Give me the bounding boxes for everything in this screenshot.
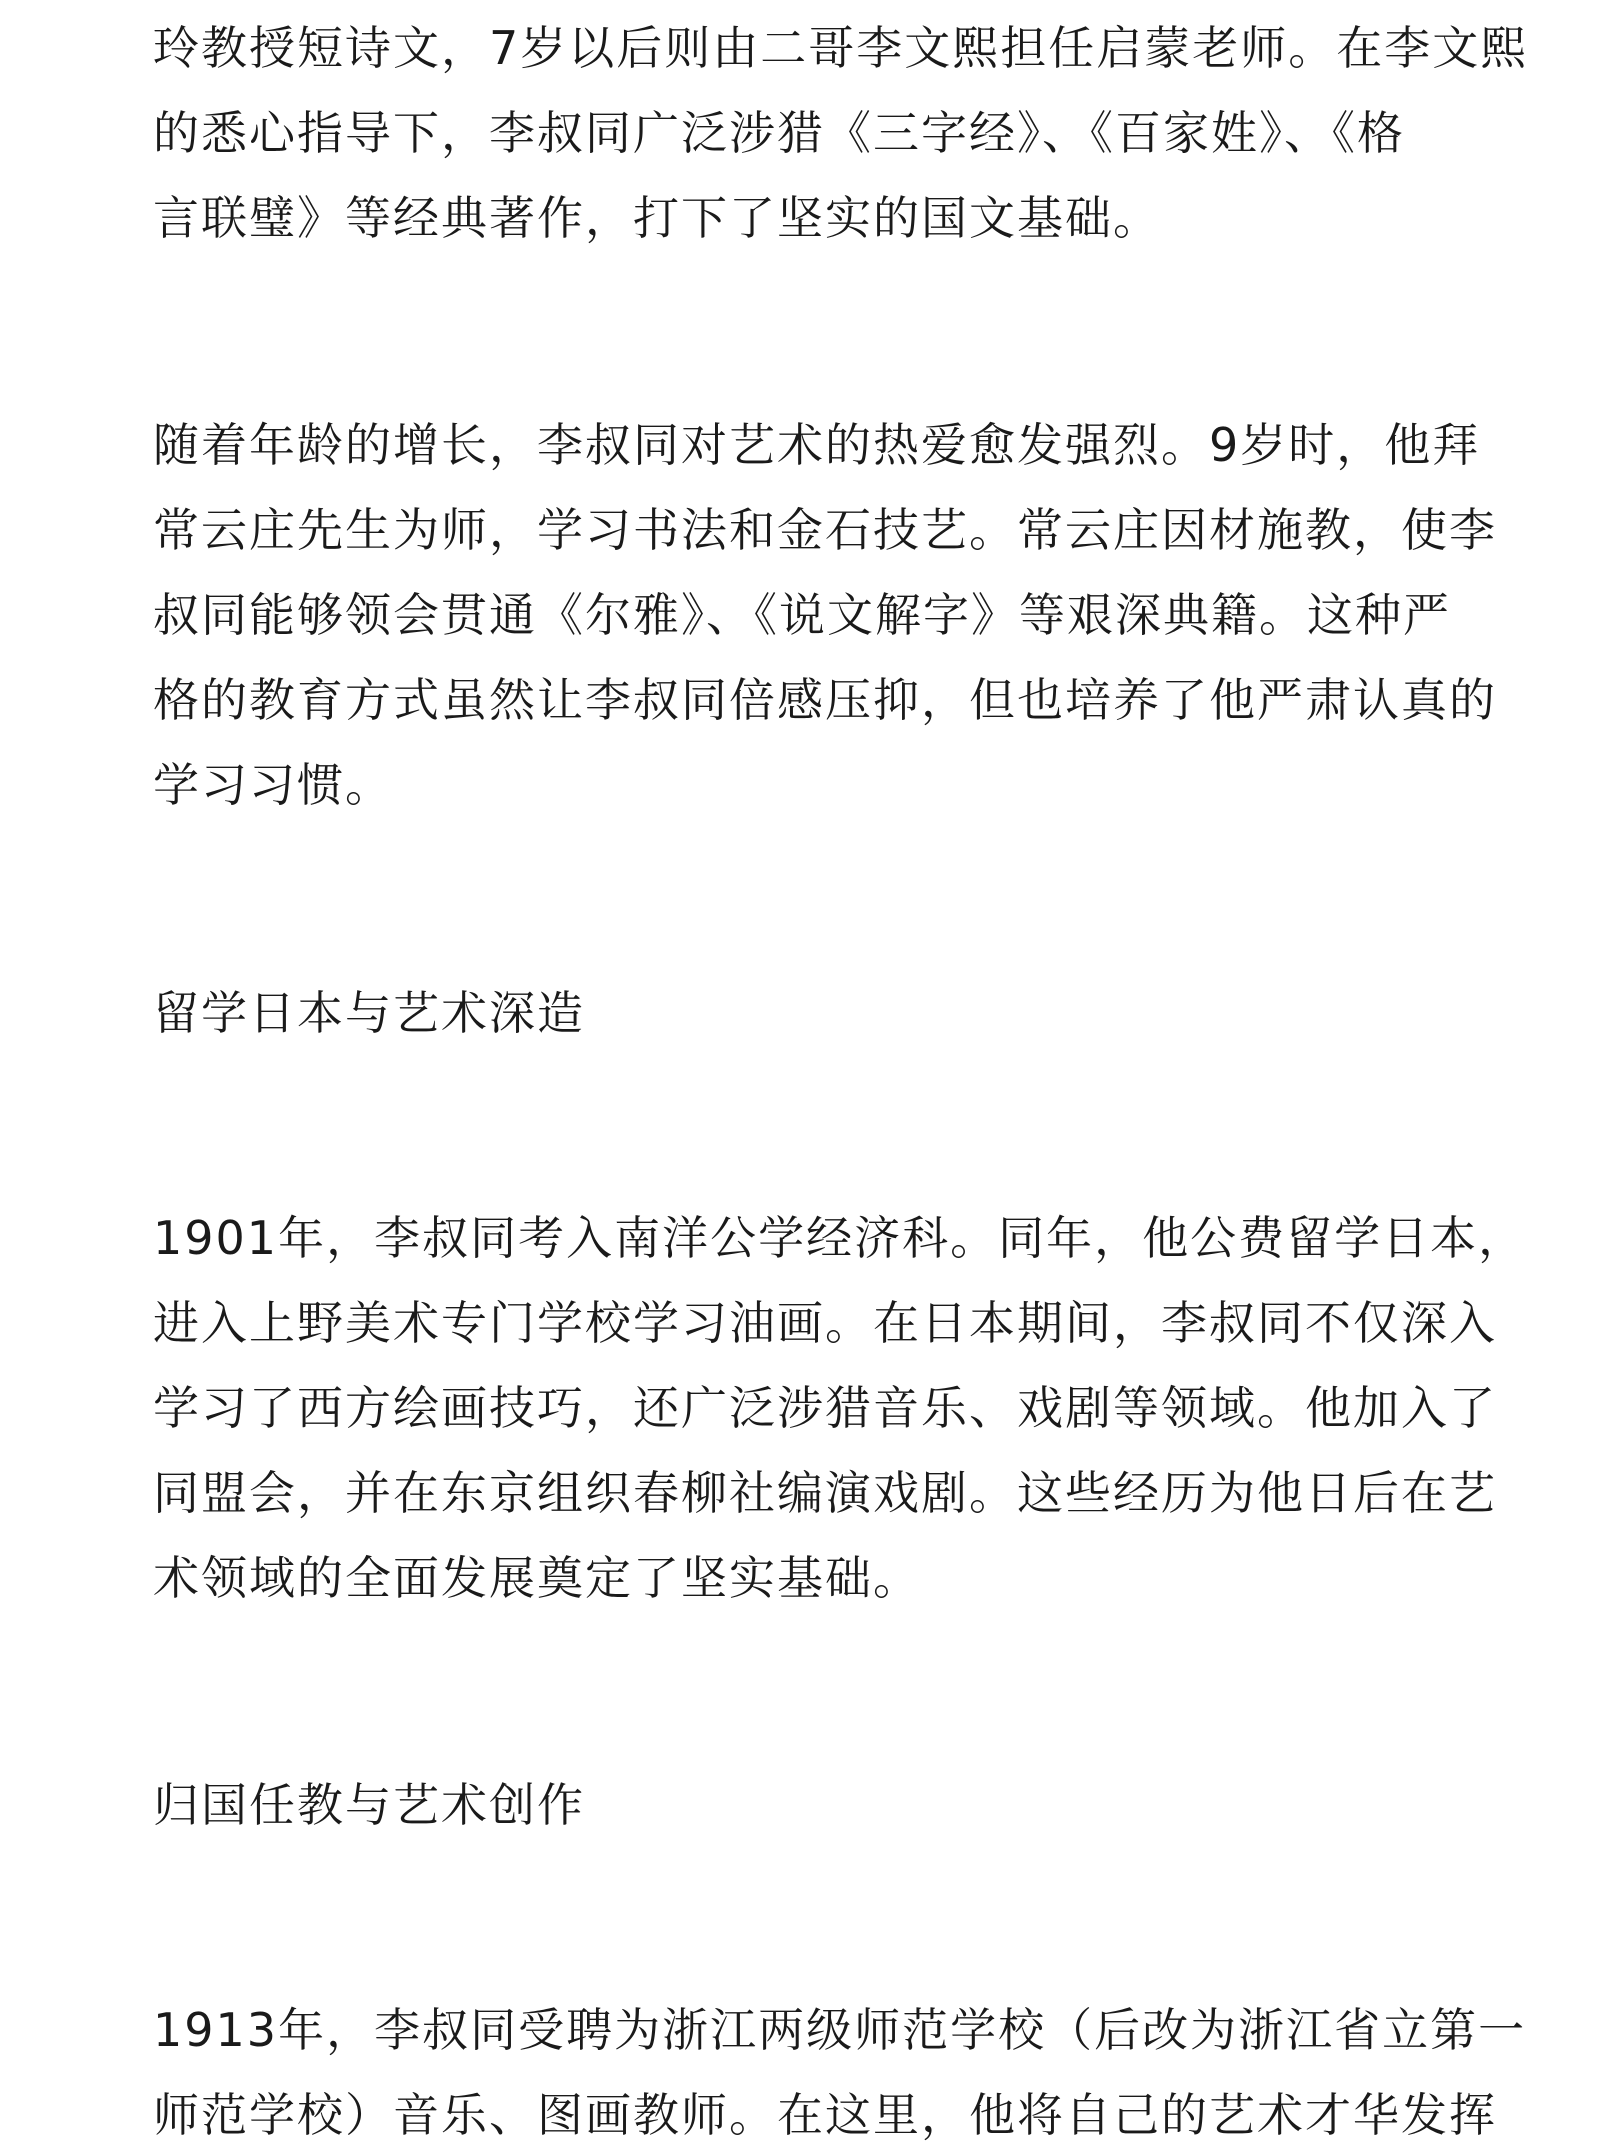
paragraph-line: 的悉心指导下，李叔同广泛涉猎《三字经》、《百家姓》、《格 xyxy=(153,106,1405,160)
paragraph-line: 学习了西方绘画技巧，还广泛涉猎音乐、戏剧等领域。他加入了 xyxy=(153,1381,1497,1435)
paragraph-line: 常云庄先生为师，学习书法和金石技艺。常云庄因材施教，使李 xyxy=(153,503,1497,557)
paragraph-line: 学习习惯。 xyxy=(153,758,393,812)
paragraph-line: 师范学校）音乐、图画教师。在这里，他将自己的艺术才华发挥 xyxy=(153,2088,1497,2142)
paragraph-line: 随着年龄的增长，李叔同对艺术的热爱愈发强烈。9岁时，他拜 xyxy=(153,418,1481,472)
paragraph-line: 术领域的全面发展奠定了坚实基础。 xyxy=(153,1551,921,1605)
paragraph-line: 1913年，李叔同受聘为浙江两级师范学校（后改为浙江省立第一 xyxy=(153,2003,1527,2057)
paragraph-line: 进入上野美术专门学校学习油画。在日本期间，李叔同不仅深入 xyxy=(153,1296,1497,1350)
paragraph-line: 言联璧》等经典著作，打下了坚实的国文基础。 xyxy=(153,191,1161,245)
paragraph-line: 叔同能够领会贯通《尔雅》、《说文解字》等艰深典籍。这种严 xyxy=(153,588,1451,642)
paragraph-line: 同盟会，并在东京组织春柳社编演戏剧。这些经历为他日后在艺 xyxy=(153,1466,1497,1520)
section-heading: 留学日本与艺术深造 xyxy=(153,986,585,1040)
section-heading: 归国任教与艺术创作 xyxy=(153,1778,585,1832)
paragraph-line: 1901年，李叔同考入南洋公学经济科。同年，他公费留学日本， xyxy=(153,1211,1527,1265)
paragraph-line: 格的教育方式虽然让李叔同倍感压抑，但也培养了他严肃认真的 xyxy=(153,673,1497,727)
paragraph-line: 玲教授短诗文，7岁以后则由二哥李文熙担任启蒙老师。在李文熙 xyxy=(153,21,1529,75)
